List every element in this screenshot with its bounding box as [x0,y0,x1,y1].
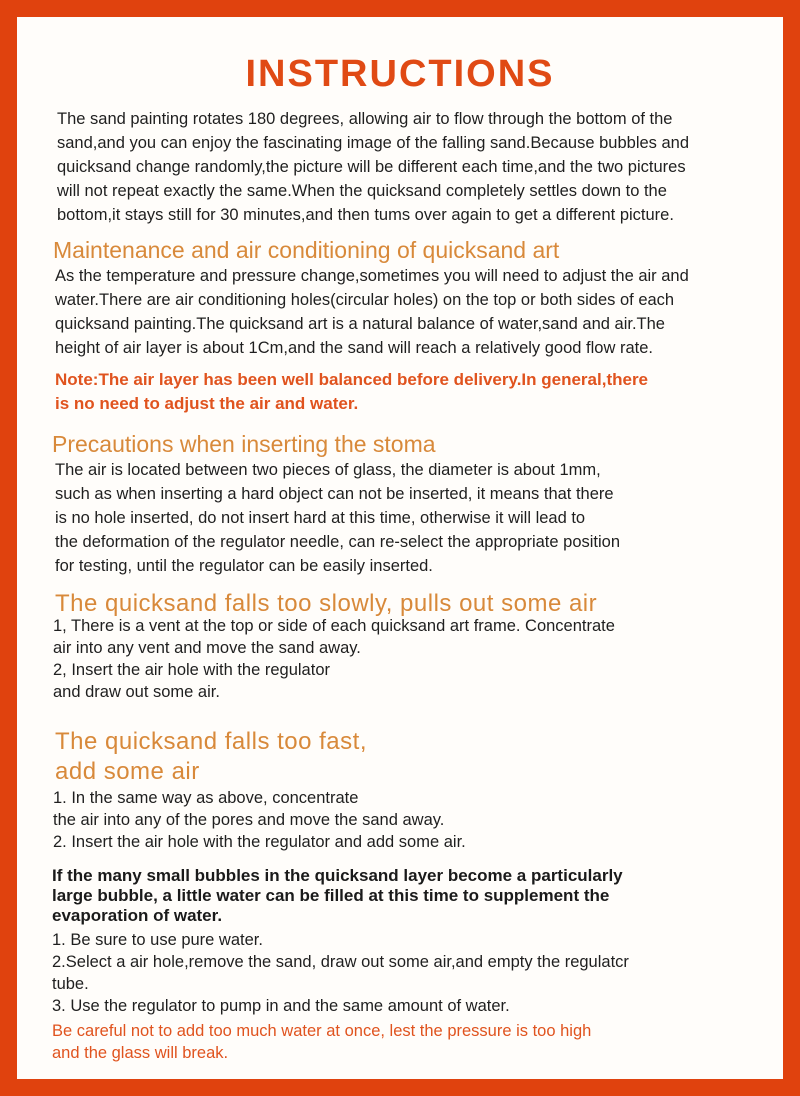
precautions-line: for testing, until the regulator can be easily inserted. [55,557,433,575]
maintenance-line: water.There are air conditioning holes(circular holes) on the top or both sides of each [55,291,675,309]
precautions-line: the deformation of the regulator needle, can re-select the appropriate position [55,533,621,551]
maintenance-line: height of air layer is about 1Cm,and the sand will reach a relatively good flow rate. [55,339,653,357]
slow-paragraph [53,615,615,703]
instruction-card [17,17,783,1079]
slow-heading: The quicksand falls too slowly, pulls out some air [55,590,598,617]
bubbles-step-line: 2.Select a air hole,remove the sand, draw out some air,and empty the regulatcr [52,953,629,971]
intro-line: sand,and you can enjoy the fascinating image of the falling sand.Because bubbles and [57,134,690,152]
bubbles-bold-line: large bubble, a little water can be filled at this time to supplement the [52,886,610,905]
slow-line: 2, Insert the air hole with the regulator [53,661,330,679]
note-line: is no need to adjust the air and water. [55,394,359,413]
warning-line: and the glass will break. [52,1044,229,1062]
fast-line: 1. In the same way as above, concentrate [53,789,359,807]
bubbles-bold-line: If the many small bubbles in the quicksand layer become a particularly [52,866,623,885]
precautions-line: The air is located between two pieces of glass, the diameter is about 1mm, [55,461,601,479]
slow-line: air into any vent and move the sand away. [53,639,361,657]
intro-paragraph [57,107,689,227]
precautions-line: such as when inserting a hard object can not be inserted, it means that there [55,485,614,503]
precautions-heading: Precautions when inserting the stoma [52,431,436,457]
maintenance-line: As the temperature and pressure change,sometimes you will need to adjust the air and [55,267,689,285]
maintenance-note [55,368,648,416]
intro-line: will not repeat exactly the same.When the quicksand completely settles down to the [57,182,667,200]
precautions-paragraph [55,458,620,578]
slow-line: 1, There is a vent at the top or side of each quicksand art frame. Concentrate [53,617,615,635]
bubbles-steps [52,929,629,1017]
note-line: Note:The air layer has been well balanced before delivery.In general,there [55,370,649,389]
precautions-line: is no hole inserted, do not insert hard at this time, otherwise it will lead to [55,509,586,527]
bubbles-bold-paragraph [52,866,623,926]
fast-paragraph [53,787,466,853]
fast-line: the air into any of the pores and move the sand away. [53,811,445,829]
slow-line: and draw out some air. [53,683,220,701]
intro-line: The sand painting rotates 180 degrees, allowing air to flow through the bottom of the [57,110,673,128]
maintenance-line: quicksand painting.The quicksand art is a natural balance of water,sand and air.The [55,315,665,333]
intro-line: quicksand change randomly,the picture will be different each time,and the two pictures [57,158,686,176]
bubbles-step-line: tube. [52,975,89,993]
intro-line: bottom,it stays still for 30 minutes,and then tums over again to get a different picture. [57,206,674,224]
fast-heading-line: The quicksand falls too fast, [55,728,367,755]
fast-heading-line: add some air [55,758,200,785]
maintenance-heading: Maintenance and air conditioning of quicksand art [53,237,560,263]
bubbles-step-line: 3. Use the regulator to pump in and the same amount of water. [52,997,510,1015]
bubbles-bold-line: evaporation of water. [52,906,223,925]
fast-line: 2. Insert the air hole with the regulator and add some air. [53,833,466,851]
fast-heading [55,727,367,787]
bubbles-warning [52,1020,591,1064]
maintenance-paragraph [55,264,689,360]
bubbles-step-line: 1. Be sure to use pure water. [52,931,263,949]
warning-line: Be careful not to add too much water at once, lest the pressure is too high [52,1022,592,1040]
page-title: INSTRUCTIONS [245,53,555,95]
